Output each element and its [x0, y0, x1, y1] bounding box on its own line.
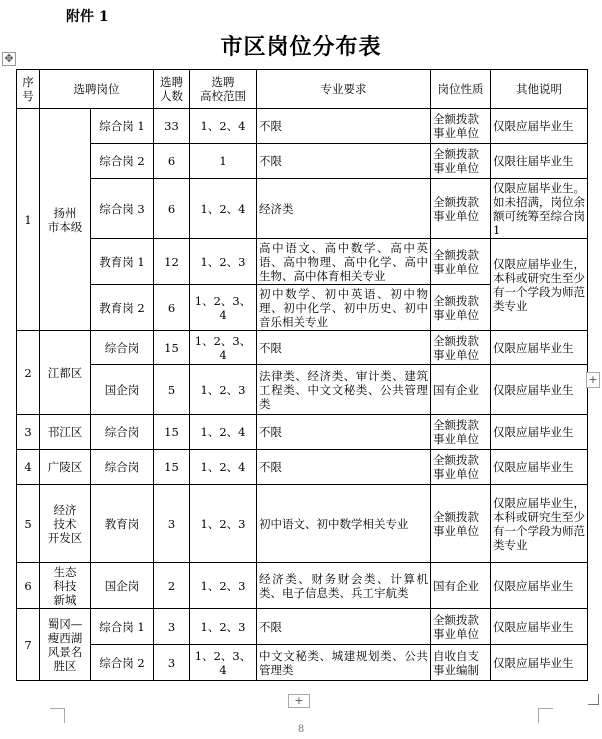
- notes-cell: 仅限应届毕业生: [491, 563, 588, 609]
- post-cell: 教育岗 1: [91, 239, 154, 285]
- table-row: [17, 365, 588, 415]
- scope-cell: 1、2、4: [190, 415, 257, 450]
- post-cell: 综合岗: [91, 415, 154, 450]
- nature-cell: 全额拨款 事业单位: [431, 415, 491, 450]
- count-cell: 15: [154, 450, 190, 485]
- table-row: [17, 563, 588, 609]
- nature-cell: 全额拨款 事业单位: [431, 485, 491, 563]
- notes-cell: 仅限应届毕业生: [491, 109, 588, 144]
- scope-cell: 1、2、4: [190, 450, 257, 485]
- area-cell: 经济 技术 开发区: [40, 485, 91, 563]
- area-cell: 邗江区: [40, 415, 91, 450]
- post-cell: 综合岗 2: [91, 144, 154, 179]
- count-cell: 3: [154, 609, 190, 645]
- count-cell: 6: [154, 179, 190, 239]
- nature-cell: 全额拨款 事业单位: [431, 609, 491, 645]
- table-row: [17, 144, 588, 179]
- scope-cell: 1、2、3、4: [190, 645, 257, 681]
- header-scope: 选聘 高校范围: [190, 70, 257, 109]
- seq-cell: 3: [17, 415, 40, 450]
- position-distribution-table: [16, 69, 588, 681]
- nature-cell: 全额拨款 事业单位: [431, 109, 491, 144]
- major-cell: 经济类、财务财会类、计算机类、电子信息类、兵工宇航类: [257, 563, 431, 609]
- attachment-label: 附件 1: [66, 9, 109, 25]
- seq-cell: 5: [17, 485, 40, 563]
- nature-cell: 全额拨款 事业单位: [431, 285, 491, 331]
- seq-cell: 6: [17, 563, 40, 609]
- count-cell: 12: [154, 239, 190, 285]
- major-cell: 不限: [257, 331, 431, 365]
- scope-cell: 1: [190, 144, 257, 179]
- major-cell: 中文文秘类、城建规划类、公共管理类: [257, 645, 431, 681]
- seq-cell: 7: [17, 609, 40, 681]
- notes-cell: 仅限应届毕业生: [491, 609, 588, 645]
- page-number: 8: [297, 724, 305, 735]
- post-cell: 教育岗 2: [91, 285, 154, 331]
- count-cell: 33: [154, 109, 190, 144]
- seq-cell: 2: [17, 331, 40, 415]
- table-row: [17, 609, 588, 645]
- major-cell: 不限: [257, 109, 431, 144]
- area-cell: 蜀冈— 瘦西湖 风景名 胜区: [40, 609, 91, 681]
- header-count: 选聘 人数: [154, 70, 190, 109]
- add-column-icon[interactable]: +: [586, 372, 600, 388]
- count-cell: 15: [154, 415, 190, 450]
- post-cell: 综合岗 1: [91, 609, 154, 645]
- table-row: [17, 485, 588, 563]
- scope-cell: 1、2、3: [190, 609, 257, 645]
- add-row-icon[interactable]: +: [288, 694, 310, 708]
- nature-cell: 全额拨款 事业单位: [431, 179, 491, 239]
- count-cell: 15: [154, 331, 190, 365]
- scope-cell: 1、2、3、4: [190, 331, 257, 365]
- post-cell: 综合岗: [91, 450, 154, 485]
- table-move-handle-icon[interactable]: ✥: [2, 52, 16, 66]
- count-cell: 3: [154, 645, 190, 681]
- header-major: 专业要求: [257, 70, 431, 109]
- table-row: [17, 331, 588, 365]
- count-cell: 6: [154, 285, 190, 331]
- table-row: [17, 109, 588, 144]
- notes-cell: 仅限应届毕业生: [491, 450, 588, 485]
- scope-cell: 1、2、3: [190, 485, 257, 563]
- area-cell: 江都区: [40, 331, 91, 415]
- nature-cell: 全额拨款 事业单位: [431, 450, 491, 485]
- header-nature: 岗位性质: [431, 70, 491, 109]
- area-cell: 生态 科技 新城: [40, 563, 91, 609]
- count-cell: 2: [154, 563, 190, 609]
- count-cell: 5: [154, 365, 190, 415]
- header-notes: 其他说明: [491, 70, 588, 109]
- post-cell: 教育岗: [91, 485, 154, 563]
- nature-cell: 全额拨款 事业单位: [431, 331, 491, 365]
- area-cell: 广陵区: [40, 450, 91, 485]
- seq-cell: 1: [17, 109, 40, 331]
- table-row: [17, 450, 588, 485]
- nature-cell: 国有企业: [431, 365, 491, 415]
- table-resize-handle-icon[interactable]: [588, 694, 599, 705]
- notes-cell: 仅限应届毕业生，本科或研究生至少有一个学段为师范类专业: [491, 239, 588, 331]
- major-cell: 法律类、经济类、审计类、建筑工程类、中文文秘类、公共管理类: [257, 365, 431, 415]
- notes-cell: 仅限应届毕业生，本科或研究生至少有一个学段为师范类专业: [491, 485, 588, 563]
- count-cell: 3: [154, 485, 190, 563]
- header-position: 选聘岗位: [40, 70, 154, 109]
- scope-cell: 1、2、4: [190, 179, 257, 239]
- table-row: [17, 239, 588, 285]
- major-cell: 不限: [257, 144, 431, 179]
- scope-cell: 1、2、3: [190, 239, 257, 285]
- post-cell: 综合岗 2: [91, 645, 154, 681]
- post-cell: 国企岗: [91, 563, 154, 609]
- major-cell: 不限: [257, 415, 431, 450]
- nature-cell: 全额拨款 事业单位: [431, 239, 491, 285]
- post-cell: 综合岗 1: [91, 109, 154, 144]
- scope-cell: 1、2、4: [190, 109, 257, 144]
- scope-cell: 1、2、3: [190, 563, 257, 609]
- area-cell: 扬州 市本级: [40, 109, 91, 331]
- nature-cell: 自收自支 事业编制: [431, 645, 491, 681]
- notes-cell: 仅限往届毕业生: [491, 144, 588, 179]
- table-header-row: [17, 70, 588, 109]
- page-corner-mark-left: [50, 708, 65, 723]
- post-cell: 国企岗: [91, 365, 154, 415]
- major-cell: 初中语文、初中数学相关专业: [257, 485, 431, 563]
- major-cell: 经济类: [257, 179, 431, 239]
- post-cell: 综合岗: [91, 331, 154, 365]
- major-cell: 初中数学、初中英语、初中物理、初中化学、初中历史、初中音乐相关专业: [257, 285, 431, 331]
- seq-cell: 4: [17, 450, 40, 485]
- nature-cell: 国有企业: [431, 563, 491, 609]
- count-cell: 6: [154, 144, 190, 179]
- notes-cell: 仅限应届毕业生: [491, 645, 588, 681]
- page-title: 市区岗位分布表: [220, 34, 382, 60]
- major-cell: 高中语文、高中数学、高中英语、高中物理、高中化学、高中生物、高中体育相关专业: [257, 239, 431, 285]
- notes-cell: 仅限应届毕业生: [491, 365, 588, 415]
- scope-cell: 1、2、3: [190, 365, 257, 415]
- table-row: [17, 179, 588, 239]
- header-seq: 序 号: [17, 70, 40, 109]
- major-cell: 不限: [257, 450, 431, 485]
- notes-cell: 仅限应届毕业生。如未招满，岗位余额可统筹至综合岗 1: [491, 179, 588, 239]
- table-row: [17, 415, 588, 450]
- post-cell: 综合岗 3: [91, 179, 154, 239]
- scope-cell: 1、2、3、4: [190, 285, 257, 331]
- major-cell: 不限: [257, 609, 431, 645]
- nature-cell: 全额拨款 事业单位: [431, 144, 491, 179]
- page-corner-mark-right: [538, 708, 553, 723]
- notes-cell: 仅限应届毕业生: [491, 415, 588, 450]
- notes-cell: 仅限应届毕业生: [491, 331, 588, 365]
- table-row: [17, 645, 588, 681]
